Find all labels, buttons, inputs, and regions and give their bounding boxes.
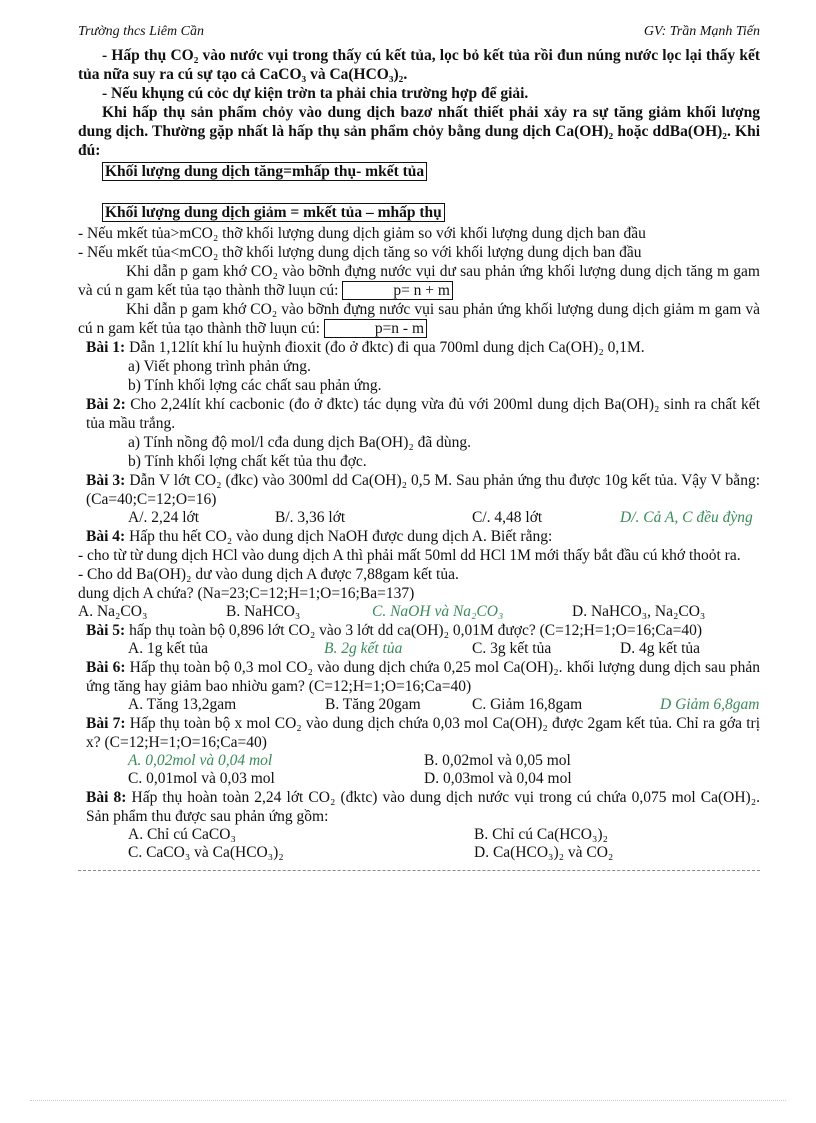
- exercise-3-text: Dẫn V lớt CO₂ (đkc) vào 300ml dd Ca(OH)₂ 0,5 M. Sau phản ứng thu được 10g kết tủa. Vậy V bằng: (Ca=40;C=12;O=16): [86, 472, 760, 508]
- exercise-5-label: Bài 5:: [86, 622, 126, 639]
- page-bottom-divider: [30, 1100, 786, 1101]
- intro-line-2: - Nếu khụng cú cỏc dự kiện trờn ta phải chia trường hợp để giải.: [102, 85, 529, 102]
- option-d[interactable]: D. Ca(HCO₃)₂ và CO₂: [474, 844, 614, 861]
- exercise-4: [78, 527, 760, 546]
- header-teacher: GV: Trần Mạnh Tiến: [643, 24, 760, 39]
- rule-3: [78, 262, 760, 300]
- exercise-1-text: Dẫn 1,12lít khí lu huỳnh đioxit (đo ở đktc) đi qua 700ml dung dịch Ca(OH)₂ 0,1M.: [129, 339, 645, 356]
- rule-4-text: Khi dẫn p gam khớ CO₂ vào bỡnh đựng nước vụi sau phản ứng khối lượng dung dịch giảm m gam và cú n gam kết tủa tạo thành thỡ luụn cú:: [78, 301, 760, 337]
- exercise-4-label: Bài 4:: [86, 528, 126, 545]
- option-a[interactable]: A. 0,02mol và 0,04 mol: [128, 752, 273, 769]
- intro-line-3: Khi hấp thụ sản phẩm chỏy vào dung dịch bazơ nhất thiết phải xảy ra sự tăng giảm khối lượng dung dịch. Thường gặp nhất là hấp thụ sản phẩm chỏy bằng dung dịch Ca(OH)₂ hoặc ddBa(OH)₂. Khi đú:: [78, 104, 760, 159]
- footer-divider: [78, 870, 760, 871]
- exercise-8: [78, 788, 760, 826]
- exercise-6-text: Hấp thụ toàn bộ 0,3 mol CO₂ vào dung dịch chứa 0,25 mol Ca(OH)₂. khối lượng dung dịch sau phản ứng tăng hay giảm bao nhiờu gam? (C=12;H=1;O=16;Ca=40): [86, 659, 760, 695]
- exercise-2-a: a) Tính nồng độ mol/l cđa dung dịch Ba(OH)₂ đã dùng.: [128, 434, 472, 451]
- exercise-5: [78, 621, 760, 640]
- option-d[interactable]: D. 4g kết tủa: [620, 640, 701, 657]
- option-c[interactable]: C. CaCO₃ và Ca(HCO₃)₂: [128, 844, 284, 861]
- document-page: [78, 24, 760, 871]
- option-b[interactable]: B. 0,02mol và 0,05 mol: [424, 752, 571, 769]
- exercise-7: [78, 714, 760, 752]
- rule-4: [78, 300, 760, 338]
- exercise-2-text: Cho 2,24lít khí cacbonic (đo ở đktc) tác dụng vừa đủ với 200ml dung dịch Ba(OH)₂ sinh ra chất kết tủa mầu trắng.: [86, 396, 760, 432]
- exercise-6-label: Bài 6:: [86, 659, 126, 676]
- rule-2: - Nếu mkết tủa<mCO₂ thỡ khối lượng dung dịch tăng so với khối lượng dung dịch ban đầu: [78, 244, 642, 261]
- formula-box-increase: [102, 162, 760, 181]
- option-a[interactable]: A. 1g kết tủa: [128, 640, 209, 657]
- rule-3-text: Khi dẫn p gam khớ CO₂ vào bỡnh đựng nước vụi dư sau phản ứng khối lượng dung dịch tăng m gam và cú n gam kết tủa tạo thành thỡ luụn cú:: [78, 263, 760, 299]
- exercise-7-options-2: [78, 770, 760, 788]
- exercise-8-label: Bài 8:: [86, 789, 127, 806]
- exercise-4-line-2: - Cho dd Ba(OH)₂ dư vào dung dịch A được 7,88gam kết tủa.: [78, 566, 459, 583]
- exercise-8-text: Hấp thụ hoàn toàn 2,24 lớt CO₂ (đktc) vào dung dịch nước vụi trong cú chứa 0,075 mol Ca(OH)₂. Sản phẩm thu được sau phản ứng gồm:: [86, 789, 760, 825]
- option-b[interactable]: B. Tăng 20gam: [325, 696, 421, 713]
- option-a[interactable]: A. Na₂CO₃: [78, 603, 148, 620]
- option-b[interactable]: B. Chỉ cú Ca(HCO₃)₂: [474, 826, 608, 843]
- option-b[interactable]: B. 2g kết tủa: [324, 640, 403, 657]
- option-a[interactable]: A. Tăng 13,2gam: [128, 696, 237, 713]
- option-c[interactable]: C. NaOH và Na₂CO₃: [372, 603, 504, 620]
- header-school: Trường thcs Liêm Cần: [78, 24, 204, 39]
- rule-1: - Nếu mkết tủa>mCO₂ thỡ khối lượng dung dịch giảm so với khối lượng dung dịch ban đầu: [78, 225, 646, 242]
- rule-3-formula: p= n + m: [342, 281, 453, 300]
- exercise-7-text: Hấp thụ toàn bộ x mol CO₂ vào dung dịch chứa 0,03 mol Ca(OH)₂ được 2gam kết tủa. Chỉ ra gớa trị x? (C=12;H=1;O=16;Ca=40): [86, 715, 761, 751]
- exercise-3: [78, 471, 760, 509]
- intro-line-1: - Hấp thụ CO₂ vào nước vụi trong thấy cú kết tủa, lọc bỏ kết tủa rồi đun núng nước lọc lại thấy kết tủa nữa suy ra cú sự tạo cả CaCO₃ và Ca(HCO₃)₂.: [78, 47, 760, 83]
- option-d[interactable]: D/. Cả A, C đều đỳng: [620, 509, 753, 526]
- exercise-5-options: [78, 640, 760, 658]
- option-d[interactable]: D Giảm 6,8gam: [660, 696, 760, 713]
- option-c[interactable]: C. 3g kết tủa: [472, 640, 552, 657]
- exercise-5-text: hấp thụ toàn bộ 0,896 lớt CO₂ vào 3 lớt dd ca(OH)₂ 0,01M được? (C=12;H=1;O=16;Ca=40): [129, 622, 703, 639]
- option-b[interactable]: B. NaHCO₃: [226, 603, 301, 620]
- page-header: [78, 24, 760, 46]
- option-a[interactable]: A/. 2,24 lớt: [128, 509, 200, 526]
- option-d[interactable]: D. 0,03mol và 0,04 mol: [424, 770, 572, 787]
- exercise-3-options: [78, 509, 760, 527]
- formula-box-decrease: [102, 203, 760, 222]
- option-c[interactable]: C. Giảm 16,8gam: [472, 696, 583, 713]
- exercise-2: [78, 395, 760, 433]
- exercise-4-options: [78, 603, 760, 621]
- exercise-2-label: Bài 2:: [86, 396, 126, 413]
- rule-4-formula: p=n - m: [324, 319, 427, 338]
- exercise-8-options-2: [78, 844, 760, 862]
- formula-decrease: Khối lượng dung dịch giảm = mkết tủa – mhấp thụ: [102, 203, 445, 222]
- exercise-2-b: b) Tính khối lợng chất kết tủa thu đợc.: [128, 453, 367, 470]
- exercise-4-text: Hấp thu hết CO₂ vào dung dịch NaOH được dung dịch A. Biết rằng:: [129, 528, 553, 545]
- option-c[interactable]: C/. 4,48 lớt: [472, 509, 543, 526]
- formula-increase: Khối lượng dung dịch tăng=mhấp thụ- mkết tủa: [102, 162, 427, 181]
- option-c[interactable]: C. 0,01mol và 0,03 mol: [128, 770, 275, 787]
- exercise-3-label: Bài 3:: [86, 472, 126, 489]
- exercise-6: [78, 658, 760, 696]
- exercise-1: [78, 338, 760, 357]
- exercise-1-b: b) Tính khối lợng các chất sau phản ứng.: [128, 377, 382, 394]
- exercise-7-label: Bài 7:: [86, 715, 126, 732]
- exercise-1-label: Bài 1:: [86, 339, 126, 356]
- exercise-7-options-1: [78, 752, 760, 770]
- option-d[interactable]: D. NaHCO₃, Na₂CO₃: [572, 603, 706, 620]
- option-a[interactable]: A. Chỉ cú CaCO₃: [128, 826, 236, 843]
- exercise-4-line-1: - cho từ từ dung dịch HCl vào dung dịch A thì phải mất 50ml dd HCl 1M mới thấy bắt đầu cú khớ thoỏt ra.: [78, 547, 741, 564]
- exercise-1-a: a) Viết phong trình phản ứng.: [128, 358, 311, 375]
- exercise-4-line-3: dung dịch A chứa? (Na=23;C=12;H=1;O=16;Ba=137): [78, 585, 415, 602]
- exercise-6-options: [78, 696, 760, 714]
- option-b[interactable]: B/. 3,36 lớt: [275, 509, 346, 526]
- exercise-8-options-1: [78, 826, 760, 844]
